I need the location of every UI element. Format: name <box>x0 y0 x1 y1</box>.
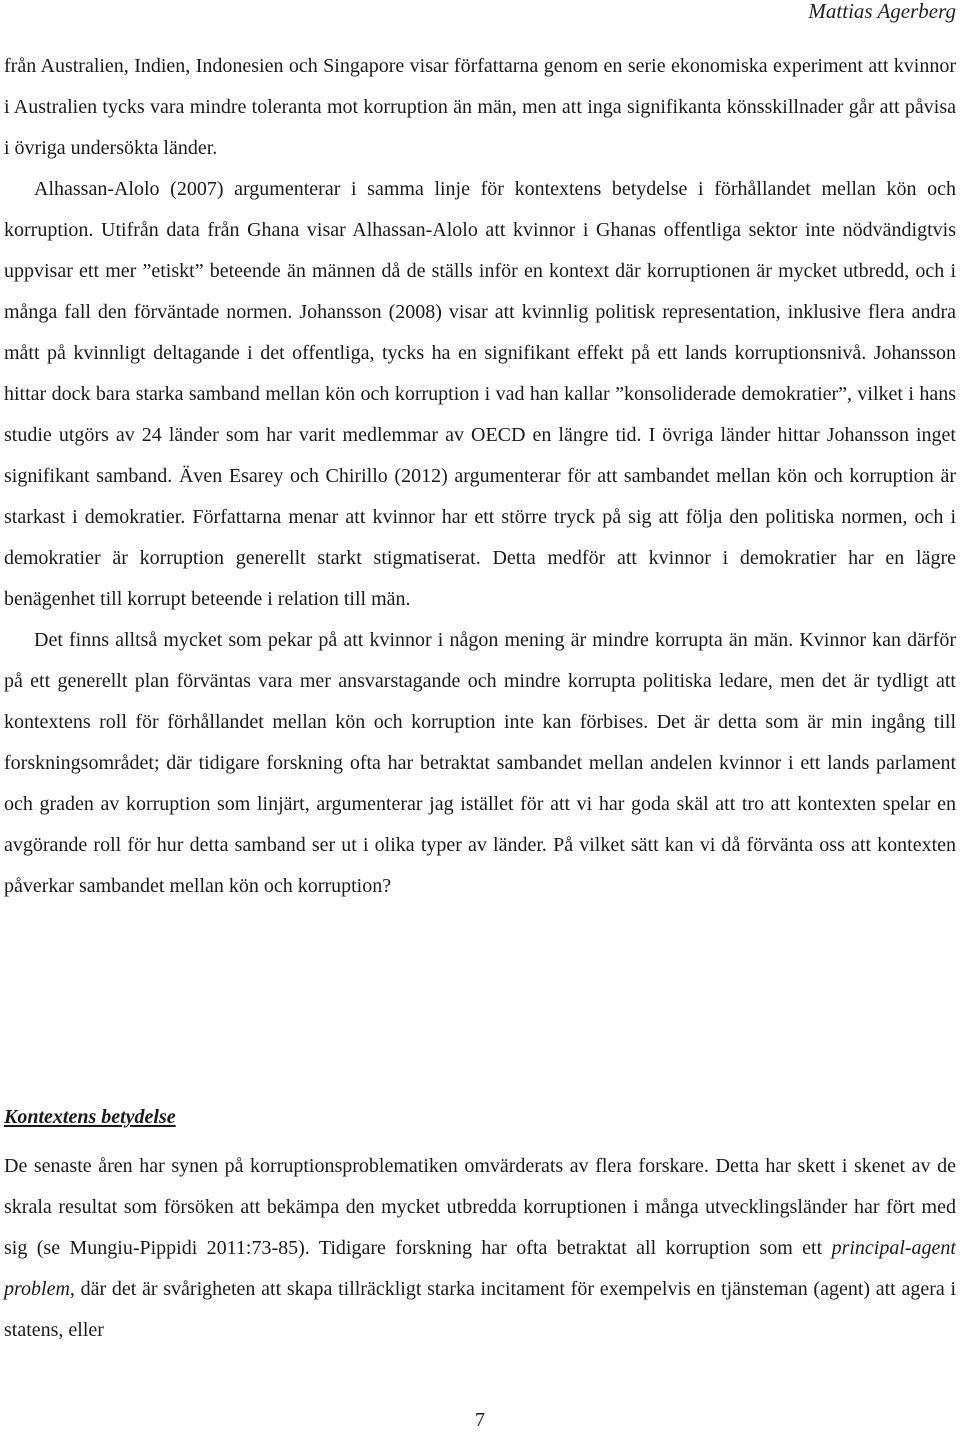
paragraph-summary: Det finns alltså mycket som pekar på att kvinnor i någon mening är mindre korrupta än män. Kvinnor kan därför på ett generellt plan förväntas vara mer ansvarstagande och mindre korrupta politiska ledare, men det är tydligt att kontextens roll för förhållandet mellan kön och korruption inte kan förbises. Det är detta som är min ingång till forskningsområdet; där tidigare forskning ofta har betraktat sambandet mellan andelen kvinnor i ett lands parlament och graden av korruption som linjärt, argumenterar jag istället för att vi har goda skäl att tro att kontexten spelar en avgörande roll för hur detta samband ser ut i olika typer av länder. På vilket sätt kan vi då förvänta oss att kontexten påverkar sambandet mellan kön och korruption? <box>4 629 956 897</box>
italic-term-principal-agent: principal-agent problem <box>4 1237 956 1300</box>
section-heading: Kontextens betydelse <box>4 1106 176 1128</box>
page-number: 7 <box>475 1409 485 1431</box>
paragraph-section-intro <box>4 1146 956 1351</box>
paragraph-continuation: från Australien, Indien, Indonesien och Singapore visar författarna genom en serie ekonomiska experiment att kvinnor i Australien tycks vara mindre toleranta mot korruption än män, men att inga signifikanta könsskillnader går att påvisa i övriga undersökta länder. <box>4 55 956 159</box>
running-header-author: Mattias Agerberg <box>808 0 956 23</box>
paragraph-section-intro-part2: , där det är svårigheten att skapa tillräckligt starka incitament för exempelvis en tjänsteman (agent) att agera i statens, eller <box>4 1278 956 1341</box>
body-text-section <box>4 1146 956 1351</box>
paragraph-alhassan-johansson: Alhassan-Alolo (2007) argumenterar i samma linje för kontextens betydelse i förhållandet mellan kön och korruption. Utifrån data från Ghana visar Alhassan-Alolo att kvinnor i Ghanas offentliga sektor inte nödvändigtvis uppvisar ett mer ”etiskt” beteende än männen då de ställs inför en kontext där korruptionen är mycket utbredd, och i många fall den förväntade normen. Johansson (2008) visar att kvinnlig politisk representation, inklusive flera andra mått på kvinnligt deltagande i det offentliga, tycks ha en signifikant effekt på ett lands korruptionsnivå. Johansson hittar dock bara starka samband mellan kön och korruption i vad han kallar ”konsoliderade demokratier”, vilket i hans studie utgörs av 24 länder som har varit medlemmar av OECD en längre tid. I övriga länder hittar Johansson inget signifikant samband. Även Esarey och Chirillo (2012) argumenterar för att sambandet mellan kön och korruption är starkast i demokratier. Författarna menar att kvinnor har ett större tryck på sig att följa den politiska normen, och i demokratier är korruption generellt starkt stigmatiserat. Detta medför att kvinnor i demokratier har en lägre benägenhet till korrupt beteende i relation till män. <box>4 178 956 610</box>
body-text-top <box>4 46 956 907</box>
paragraph-section-intro-part1: De senaste åren har synen på korruptionsproblematiken omvärderats av flera forskare. Detta har skett i skenet av de skrala resultat som försöken att bekämpa den mycket utbredda korruptionen i många utvecklingsländer har fört med sig (se Mungiu-Pippidi 2011:73-85). Tidigare forskning har ofta betraktat all korruption som ett <box>4 1155 956 1259</box>
